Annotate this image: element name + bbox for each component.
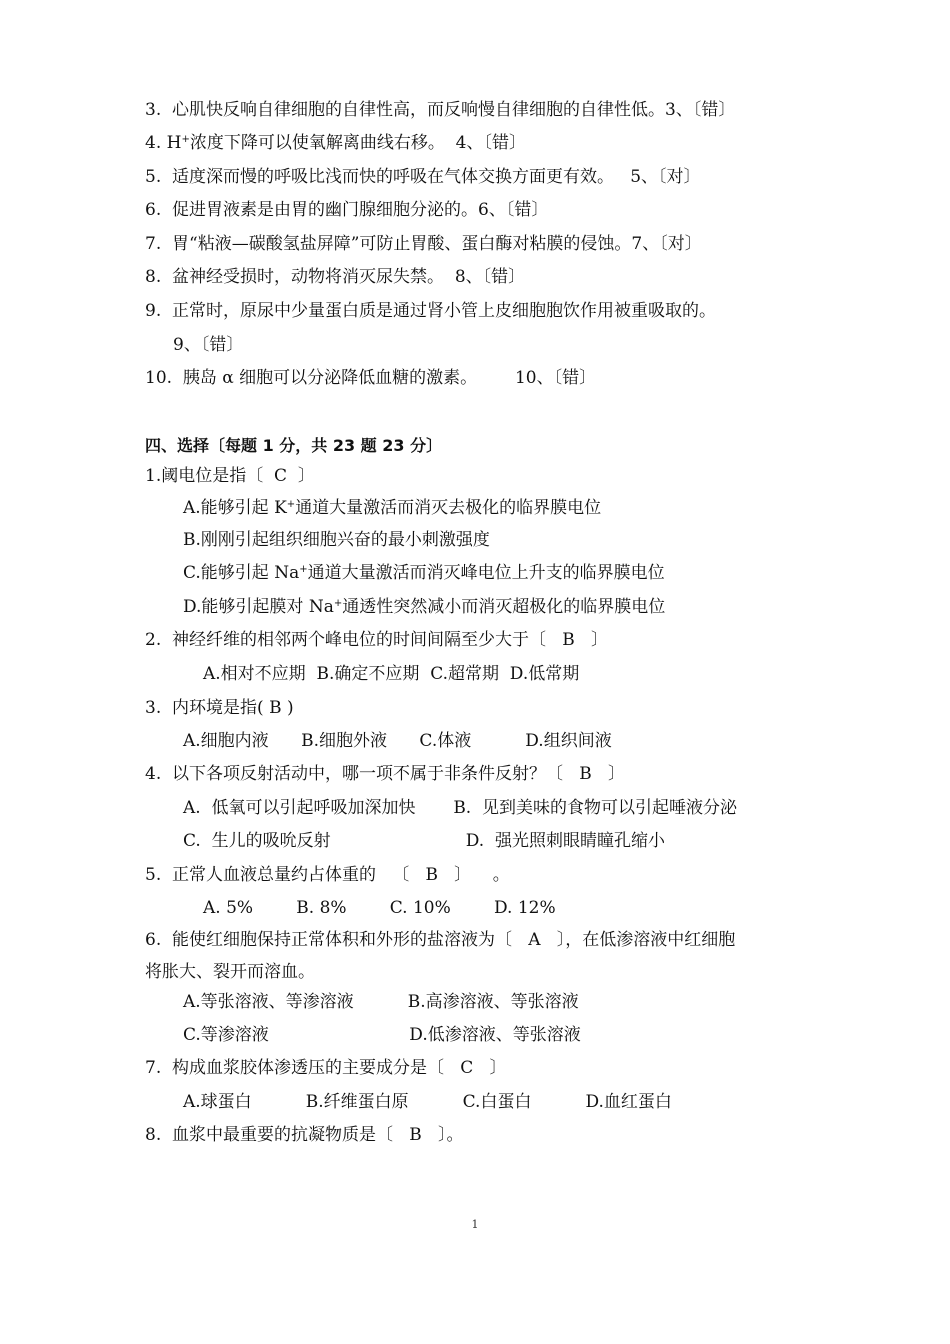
choice-q4-options-cd: C. 生儿的吸吮反射 D. 强光照刺眼睛瞳孔缩小 — [183, 831, 665, 851]
choice-q4: 4. 以下各项反射活动中，哪一项不属于非条件反射？〔 B 〕 — [145, 764, 625, 784]
tf-item-7: 7. 胃“粘液—碳酸氢盐屏障”可防止胃酸、蛋白酶对粘膜的侵蚀。7、〔对〕 — [145, 234, 702, 254]
tf-item-6: 6. 促进胃液素是由胃的幽门腺细胞分泌的。6、〔错〕 — [145, 200, 549, 220]
tf-item-10: 10. 胰岛 α 细胞可以分泌降低血糖的激素。 10、〔错〕 — [145, 368, 597, 388]
choice-q7-options: A.球蛋白 B.纤维蛋白原 C.白蛋白 D.血红蛋白 — [183, 1092, 672, 1112]
choice-q8: 8. 血浆中最重要的抗凝物质是〔 B 〕。 — [145, 1125, 464, 1145]
choice-q6-continued: 将胀大、裂开而溶血。 — [145, 962, 315, 982]
choice-q1-option-b: B.刚刚引起组织细胞兴奋的最小刺激强度 — [183, 530, 490, 550]
choice-q2: 2. 神经纤维的相邻两个峰电位的时间间隔至少大于〔 B 〕 — [145, 630, 608, 650]
choice-q6-options-cd: C.等渗溶液 D.低渗溶液、等张溶液 — [183, 1025, 581, 1045]
choice-q3: 3. 内环境是指( B ) — [145, 698, 294, 718]
tf-item-4: 4. H+浓度下降可以使氧解离曲线右移。 4、〔错〕 — [145, 133, 526, 153]
choice-q7: 7. 构成血浆胶体渗透压的主要成分是〔 C 〕 — [145, 1058, 507, 1078]
choice-q2-options: A.相对不应期 B.确定不应期 C.超常期 D.低常期 — [203, 664, 580, 684]
tf-item-5: 5. 适度深而慢的呼吸比浅而快的呼吸在气体交换方面更有效。 5、〔对〕 — [145, 167, 701, 187]
choice-q1-option-c: C.能够引起 Na+通道大量激活而消灭峰电位上升支的临界膜电位 — [183, 563, 665, 583]
choice-q3-options: A.细胞内液 B.细胞外液 C.体液 D.组织间液 — [183, 731, 612, 751]
tf-item-9: 9. 正常时，原尿中少量蛋白质是通过肾小管上皮细胞胞饮作用被重吸取的。 — [145, 301, 717, 321]
page-number: 1 — [471, 1218, 479, 1231]
tf-item-3: 3. 心肌快反响自律细胞的自律性高，而反响慢自律细胞的自律性低。3、〔错〕 — [145, 100, 736, 120]
choice-q5: 5. 正常人血液总量约占体重的 〔 B 〕 。 — [145, 865, 510, 885]
choice-q6: 6. 能使红细胞保持正常体积和外形的盐溶液为〔 A 〕，在低渗溶液中红细胞 — [145, 930, 736, 950]
choice-q6-options-ab: A.等张溶液、等渗溶液 B.高渗溶液、等张溶液 — [183, 992, 579, 1012]
choice-q1-option-d: D.能够引起膜对 Na+通透性突然减小而消灭超极化的临界膜电位 — [183, 597, 666, 617]
choice-q5-options: A. 5% B. 8% C. 10% D. 12% — [203, 898, 556, 918]
section-heading: 四、选择〔每题 1 分，共 23 题 23 分〕 — [145, 436, 443, 455]
choice-q4-options-ab: A. 低氧可以引起呼吸加深加快 B. 见到美味的食物可以引起唾液分泌 — [183, 798, 738, 818]
choice-q1: 1.阈电位是指〔 C 〕 — [145, 466, 315, 486]
tf-item-8: 8. 盆神经受损时，动物将消灭尿失禁。 8、〔错〕 — [145, 267, 526, 287]
choice-q1-option-a: A.能够引起 K+通道大量激活而消灭去极化的临界膜电位 — [183, 498, 602, 518]
tf-item-9-answer: 9、〔错〕 — [173, 335, 244, 355]
